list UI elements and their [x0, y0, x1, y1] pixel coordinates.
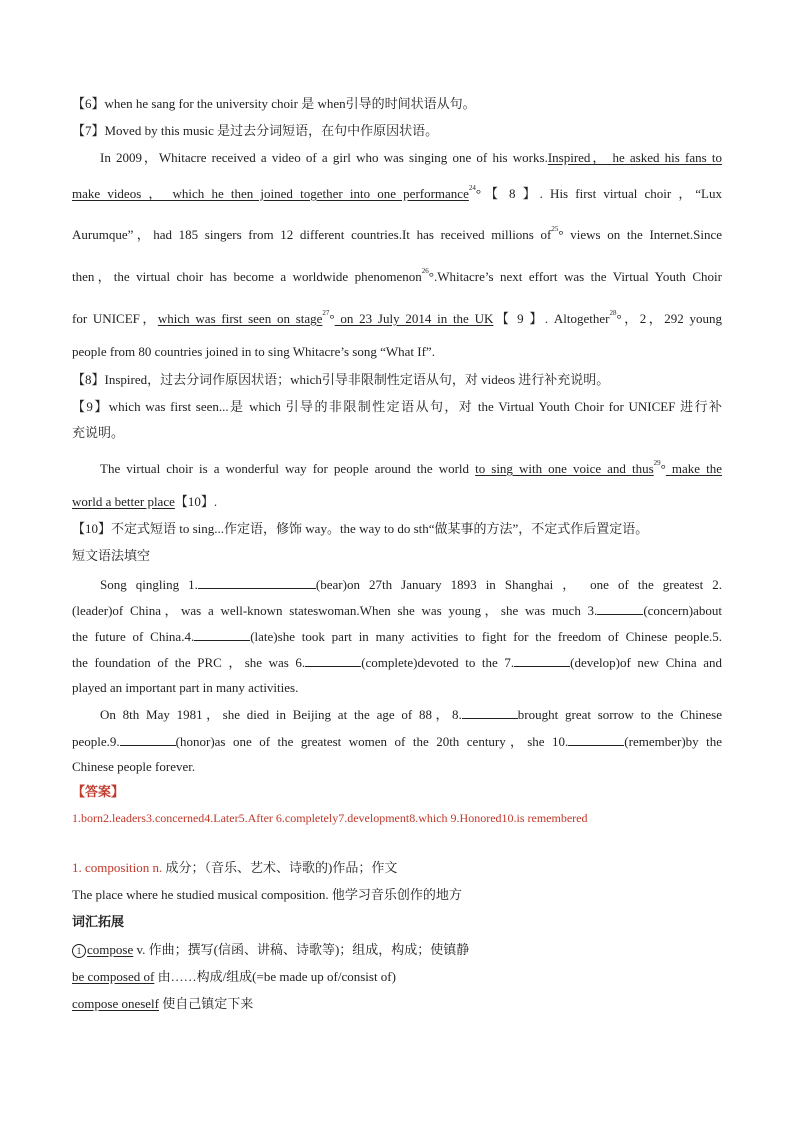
blank-1[interactable]: [198, 576, 316, 589]
blank-8[interactable]: [462, 706, 518, 719]
passage2-line2: world a better place【10】.: [72, 494, 218, 509]
note-6: 【6】when he sang for the university choir 是 when引导的时间状语从句。: [72, 96, 476, 111]
blank-6[interactable]: [305, 654, 361, 667]
note-10: 【10】不定式短语 to sing...作定语，修饰 way。the way to do sth“做某事的方法”，不定式作后置定语。: [72, 521, 649, 536]
passage1-line5: for UNICEF，which was first seen on stage$^{27}$° on 23 July 2014 in the UK【 9 】. Altogether$^{28}$°，2，292 young: [72, 309, 723, 326]
vocab-phrase-2: compose oneself 使自己镇定下来: [72, 996, 254, 1011]
note-8: 【8】Inspired，过去分词作原因状语；which引导非限制性定语从句，对 videos 进行补充说明。: [72, 372, 610, 387]
answer-text: 1.born2.leaders3.concerned4.Later5.After 6.completely7.development8.which 9.Honored10.is remembered: [72, 811, 588, 825]
passage1-line1: In 2009，Whitacre received a video of a girl who was singing one of his works.Inspired， he asked his fans to: [100, 150, 722, 165]
passage1-line3: Aurumque”，had 185 singers from 12 different countries.It has received millions $of^{25}^\circ$ views on the Internet.Since: [72, 225, 722, 242]
passage1-line4: then，the virtual choir has become a worldwide phenomenon$^{26}$°.Whitacre’s next effort was the Virtual Youth Choir: [72, 267, 722, 284]
exercise-line1: Song qingling 1. (bear)on 27th January 1893 in Shanghai ， one of the greatest 2.: [100, 577, 722, 592]
answer-label: 【答案】: [72, 784, 125, 799]
blank-4[interactable]: [194, 628, 250, 641]
passage2-line1: The virtual choir is a wonderful way for people around the world to sing with one voice and thus$^{29}$° make the: [100, 459, 722, 476]
passage1-line6: people from 80 countries joined in to sing Whitacre’s song “What If”.: [72, 344, 435, 359]
note-9: 【9】which was first seen...是 which 引导的非限制性定语从句，对 the Virtual Youth Choir for UNICEF 进行补: [72, 399, 722, 414]
exercise-line5: played an important part in many activities.: [72, 680, 299, 695]
exercise-line3: the future of China.4. (late)she took part in many activities to fight for the freedom of Chinese people.5.: [72, 629, 723, 644]
vocab-compose: 1 compose v. 作曲；撰写(信函、讲稿、诗歌等)；组成，构成；使镇静: [72, 942, 469, 958]
exercise-line8: Chinese people forever.: [72, 759, 196, 774]
note-7: 【7】Moved by this music 是过去分词短语，在句中作原因状语。: [72, 123, 439, 138]
vocab-example: The place where he studied musical composition. 他学习音乐创作的地方: [72, 887, 462, 902]
exercise-line2: (leader)of China，was a well-known stateswoman.When she was young，she was much 3. (concern)about: [72, 603, 722, 618]
blank-9[interactable]: [120, 733, 176, 746]
vocab-phrase-1: be composed of 由……构成/组成(=be made up of/consist of): [72, 969, 396, 984]
exercise-line4: the foundation of the PRC ，she was 6. (complete)devoted to the 7. (develop)of new China and: [72, 655, 723, 670]
vocab-heading: 1. composition n. 成分；（音乐、艺术、诗歌的)作品；作文: [72, 860, 398, 875]
exercise-line6: On 8th May 1981，she died in Beijing at the age of 88，8. brought great sorrow to the Chinese: [100, 707, 723, 722]
vocab-expand-heading: 词汇拓展: [72, 914, 125, 929]
passage1-line2: make videos ， which he then joined together into one performance$^{24}$°【 8 】. His first virtual choir ，“Lux: [72, 184, 722, 201]
blank-7[interactable]: [514, 654, 570, 667]
blank-10[interactable]: [568, 733, 624, 746]
number-1-badge: 1: [72, 944, 86, 958]
blank-3[interactable]: [597, 602, 643, 615]
exercise-heading: 短文语法填空: [72, 548, 151, 563]
exercise-line7: people.9. (honor)as one of the greatest women of the 20th century，she 10. (remember)by the: [72, 734, 723, 749]
note-9-cont: 充说明。: [72, 425, 125, 440]
